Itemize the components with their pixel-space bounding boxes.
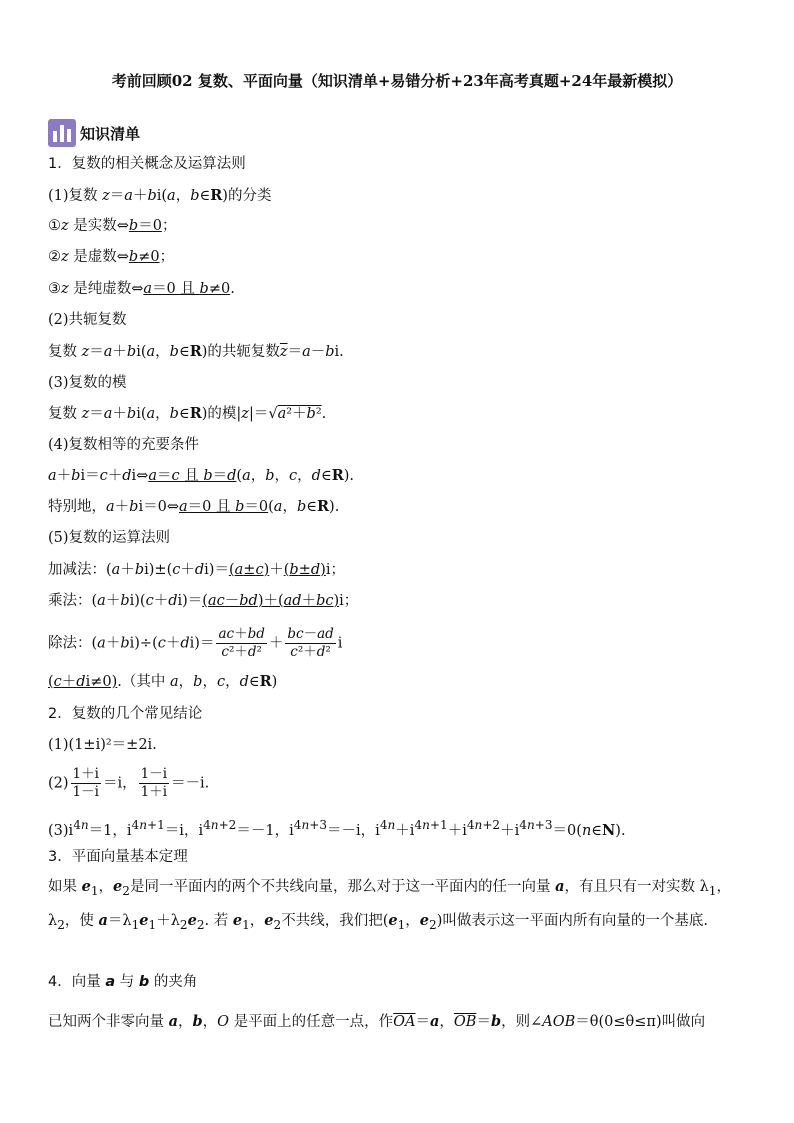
heading-3: 3．平面向量基本定理 <box>48 849 188 865</box>
text-line: ③z 是纯虚数⇔a＝0 且 b≠0. <box>48 281 235 297</box>
text-line: 已知两个非零向量 a，b，O 是平面上的任意一点，作$\overline{OA}=a$，$\overline{OB}=b$，则∠AOB＝θ(0≤θ≤π)叫做向 <box>48 1013 706 1030</box>
text-line: (2) $\frac{1+i}{1-i}$ ＝i， $\frac{1-i}{1+i}$ ＝－i. <box>48 766 210 800</box>
text-line: 复数 z＝a＋bi(a，b∈R)的共轭复数$\overline{z}=a-bi$. <box>48 343 344 360</box>
paragraph: 如果 $e_1$，$e_2$是同一平面内的两个不共线向量，那么对于这一平面内的任一向量 a，有且只有一对实数 $\lambda_1$，$\lambda_2$，使 $a=\lambda_1e_1+\lambda_2e_2$. 若 $e_1$，$e_2$不共线，我们把($e_1$，$e_2$)叫做表示这一平面内所有向量的一个基底. <box>48 878 731 932</box>
text-line: (1)复数 z＝a＋bi(a，b∈R)的分类 <box>48 187 272 204</box>
text-line: (1)(1±i)²＝±2i. <box>48 737 157 753</box>
heading-1: 1．复数的相关概念及运算法则 <box>48 156 246 172</box>
section-header <box>48 119 140 147</box>
text-line: (c＋di≠0).（其中 a，b，c，d∈R) <box>48 673 278 690</box>
text-line: ①z 是实数⇔b＝0； <box>48 218 177 234</box>
heading-2: 2．复数的几个常见结论 <box>48 706 203 722</box>
text-line: (3)复数的模 <box>48 375 127 391</box>
text-line: a＋bi＝c＋di⇔a＝c 且 b＝d(a，b，c，d∈R). <box>48 467 355 484</box>
text-line: (2)共轭复数 <box>48 312 127 328</box>
section-label: 知识清单 <box>80 124 141 143</box>
text-line: 除法：(a＋bi)÷(c＋di)＝ $\frac{ac+bd}{\text{c²＋d²}}$ ＋ $\frac{bc-ad}{\text{c²＋d²}}$ i <box>48 626 343 660</box>
text-line: $(3)i^{4n}=1$，$i^{4n+1}=i$，$i^{4n+2}=-1$，$i^{4n+3}=-i$，$i^{4n}+i^{4n+1}+i^{4n+2}+i^{4n+3}=0(n\in N)$. <box>48 818 626 839</box>
text-line: 复数 z＝a＋bi(a，b∈R)的模|z|＝√a²＋b². <box>48 405 327 422</box>
document-title: 考前回顾02 复数、平面向量（知识清单+易错分析+23年高考真题+24年最新模拟） <box>111 72 683 90</box>
text-line: (4)复数相等的充要条件 <box>48 437 200 453</box>
text-line: 乘法：(a＋bi)(c＋di)＝(ac－bd)＋(ad＋bc)i； <box>48 593 359 609</box>
text-line: ②z 是虚数⇔b≠0； <box>48 249 175 265</box>
text-line: 加减法：(a＋bi)±(c＋di)＝(a±c)＋(b±d)i； <box>48 562 345 578</box>
text-line: (5)复数的运算法则 <box>48 530 171 546</box>
text-line: 特别地，a＋bi＝0⇔a＝0 且 b＝0(a，b∈R). <box>48 498 340 515</box>
bar-chart-icon <box>48 119 76 147</box>
heading-4: 4．向量 a 与 b 的夹角 <box>48 974 198 990</box>
